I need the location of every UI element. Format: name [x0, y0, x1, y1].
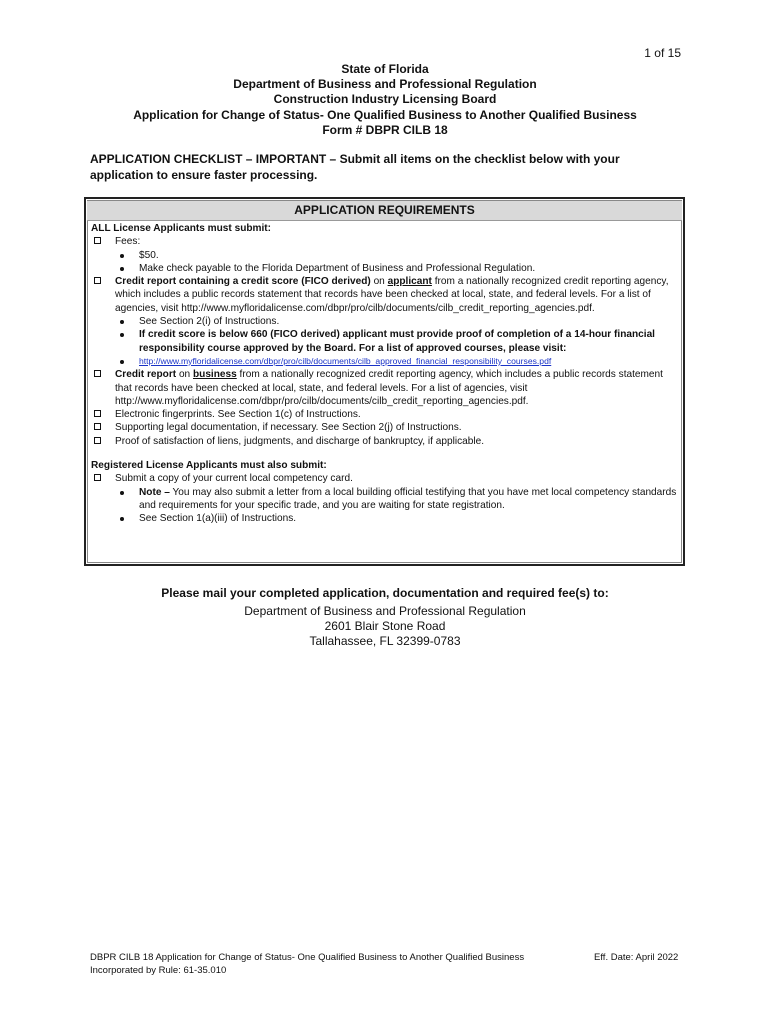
- header-department: Department of Business and Professional Regulation: [233, 77, 537, 92]
- page-number: 1 of 15: [644, 46, 681, 60]
- mailing-address: [0, 604, 770, 650]
- credit-business-word: business: [192, 369, 237, 381]
- credit-business-rest: from a nationally recognized credit reporting agency, which includes a public records statement that records have been checked at local, state, and federal levels. For a list of agencies, visit http://www.myfloridalicense.com/dbpr/pro/cilb/documents/cilb_credit_reporting_agencies.pdf.: [115, 369, 663, 407]
- requirements-title: APPLICATION REQUIREMENTS: [87, 201, 682, 221]
- bullet-icon: [120, 267, 124, 271]
- credit-business-bold: Credit report: [115, 369, 177, 381]
- legal-docs-text: Supporting legal documentation, if necessary. See Section 2(j) of Instructions.: [115, 422, 462, 434]
- fingerprints-text: Electronic fingerprints. See Section 1(c) of Instructions.: [115, 409, 361, 421]
- page-header: [0, 62, 770, 138]
- credit-applicant-rest: from a nationally recognized credit reporting agency, which includes a public records statement that records have been checked at local, state, and federal levels. For a list of agencies, visit http://www.myfloridalicense.com/dbpr/pro/cilb/documents/cilb_credit_reporting_agencies.pdf.: [115, 276, 669, 314]
- checkbox-icon[interactable]: [94, 474, 101, 481]
- bullet-see-1aiii: [91, 512, 677, 525]
- bullet-icon: [120, 320, 124, 324]
- checklist-item-fees: [91, 235, 677, 248]
- checklist-item-credit-applicant: [91, 275, 677, 315]
- see-1aiii-text: See Section 1(a)(iii) of Instructions.: [139, 513, 297, 525]
- bullet-fee-amount: [91, 249, 677, 262]
- header-board: Construction Industry Licensing Board: [273, 92, 497, 107]
- footer-effective-date: Eff. Date: April 2022: [594, 952, 679, 963]
- checkbox-icon[interactable]: [94, 277, 101, 284]
- checklist-item-credit-business: [91, 368, 677, 408]
- checklist-item-competency: [91, 472, 677, 485]
- fees-label: Fees:: [115, 236, 141, 248]
- checklist-item-legal-docs: [91, 421, 677, 434]
- footer-form-line: DBPR CILB 18 Application for Change of Status- One Qualified Business to Another Qualified Business: [90, 952, 525, 963]
- footer-rule-line: Incorporated by Rule: 61-35.010: [90, 964, 227, 976]
- header-application-title: Application for Change of Status- One Qualified Business to Another Qualified Business: [133, 107, 637, 122]
- credit-applicant-word: applicant: [387, 276, 432, 288]
- checkbox-icon[interactable]: [94, 423, 101, 430]
- see-2i-text: See Section 2(i) of Instructions.: [139, 316, 280, 328]
- footer-form-info: [90, 952, 524, 977]
- bullet-note: [91, 486, 677, 513]
- checkbox-icon[interactable]: [94, 370, 101, 377]
- bullet-fee-check: [91, 262, 677, 275]
- bullet-icon: [120, 491, 124, 495]
- fee-check-text: Make check payable to the Florida Department of Business and Professional Regulation.: [139, 262, 536, 274]
- mail-address-line1: Department of Business and Professional Regulation: [244, 604, 526, 618]
- fee-amount: $50.: [139, 249, 159, 261]
- bullet-see-2i: [91, 315, 677, 328]
- mail-address-line3: Tallahassee, FL 32399-0783: [309, 634, 461, 649]
- credit-business-on: on: [176, 369, 193, 381]
- bullet-courses-link: [91, 355, 677, 368]
- requirements-body: [91, 222, 677, 526]
- checklist-item-fingerprints: [91, 408, 677, 421]
- header-form-number: Form # DBPR CILB 18: [322, 122, 448, 137]
- bullet-icon: [120, 517, 124, 521]
- mail-instructions-title: Please mail your completed application, documentation and required fee(s) to:: [161, 586, 609, 600]
- fico-text: If credit score is below 660 (FICO derived) applicant must provide proof of completion of a 14-hour financial responsibility course approved by the Board. For a list of approved courses, please visit:: [139, 329, 655, 354]
- requirements-box: [84, 197, 685, 566]
- all-applicants-heading: ALL License Applicants must submit:: [91, 223, 272, 234]
- checklist-item-liens: [91, 435, 677, 448]
- courses-link[interactable]: http://www.myfloridalicense.com/dbpr/pro/cilb/documents/cilb_approved_financial_responsibility_courses.pdf: [139, 355, 552, 366]
- checkbox-icon[interactable]: [94, 410, 101, 417]
- bullet-icon: [120, 360, 124, 364]
- checklist-note: APPLICATION CHECKLIST – IMPORTANT – Submit all items on the checklist below with your application to ensure faster processing.: [90, 152, 620, 182]
- mail-address-line2: 2601 Blair Stone Road: [324, 619, 446, 634]
- bullet-icon: [120, 333, 124, 337]
- credit-applicant-on: on: [370, 276, 388, 288]
- checkbox-icon[interactable]: [94, 237, 101, 244]
- note-label: Note –: [139, 486, 170, 498]
- credit-applicant-bold: Credit report containing a credit score (FICO derived): [115, 276, 371, 288]
- bullet-fico: [91, 328, 677, 355]
- liens-text: Proof of satisfaction of liens, judgments, and discharge of bankruptcy, if applicable.: [115, 435, 485, 447]
- header-state: State of Florida: [341, 62, 429, 76]
- competency-text: Submit a copy of your current local competency card.: [115, 473, 353, 485]
- checkbox-icon[interactable]: [94, 437, 101, 444]
- note-text: You may also submit a letter from a local building official testifying that you have met local competency standards and requirements for your specific trade, and you are waiting for state registration.: [139, 486, 677, 511]
- bullet-icon: [120, 254, 124, 258]
- registered-applicants-heading: Registered License Applicants must also submit:: [91, 460, 327, 472]
